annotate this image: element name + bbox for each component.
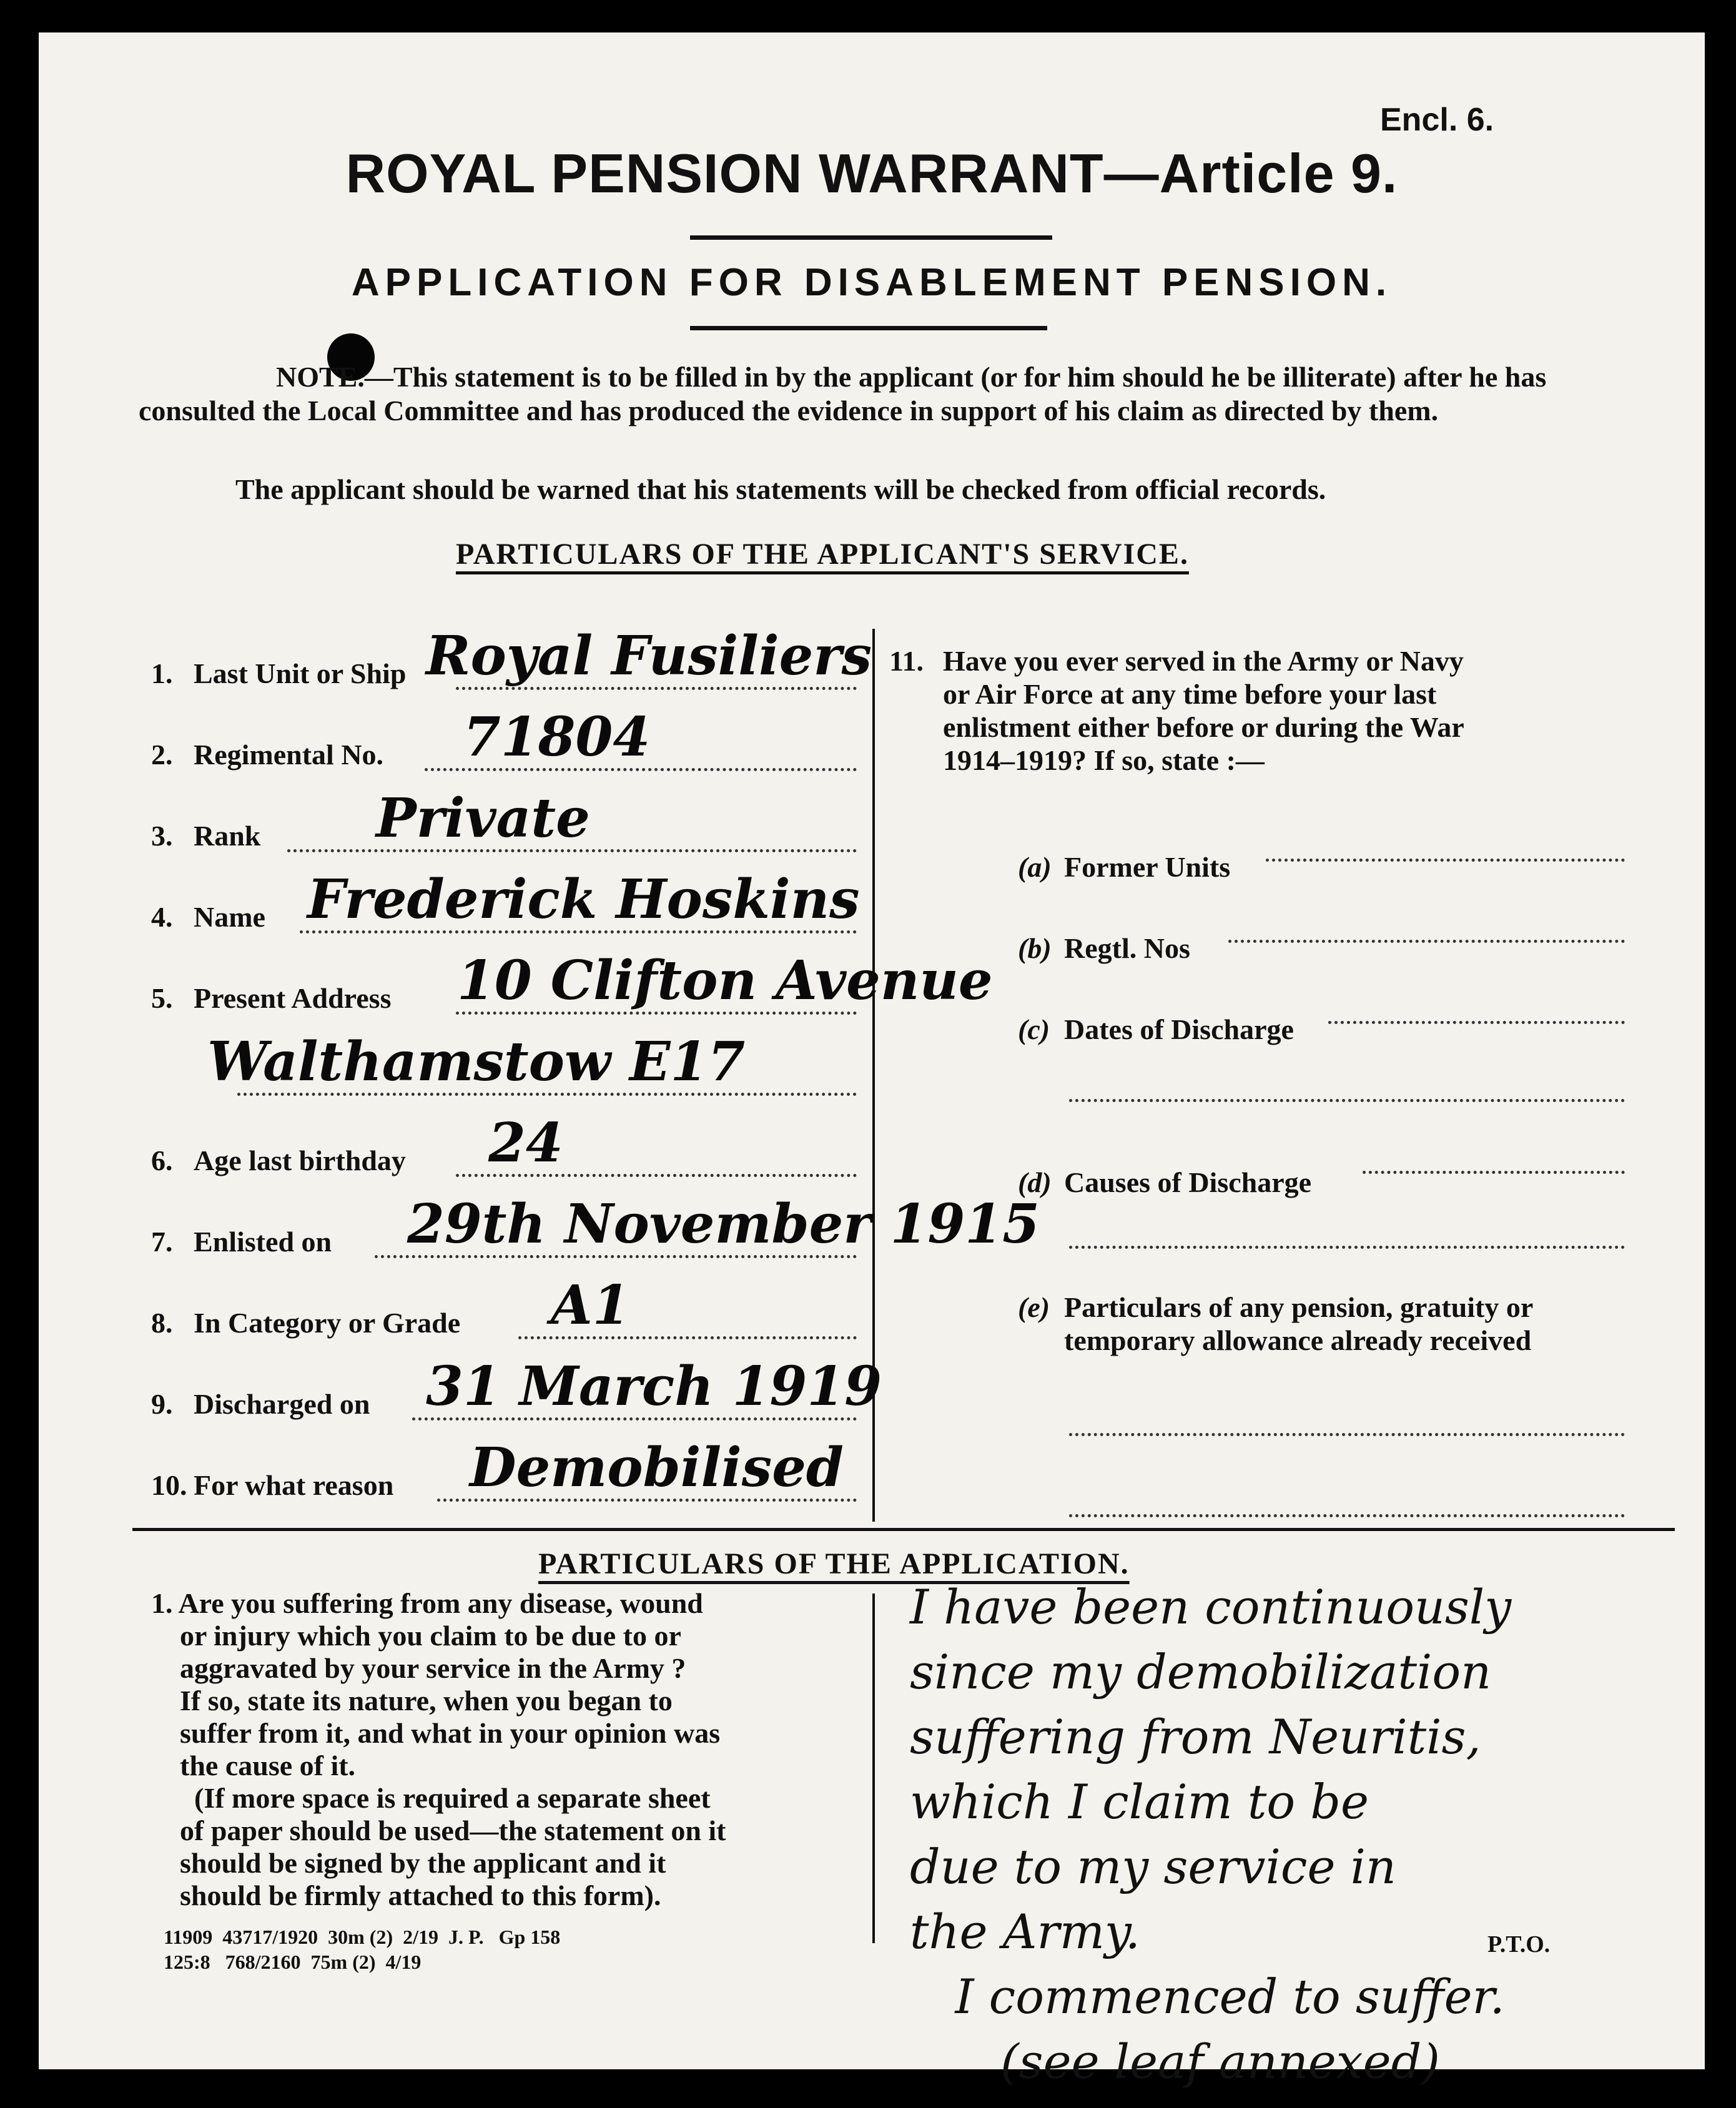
q11-item-key: (d)	[1018, 1166, 1052, 1198]
title-underline	[690, 235, 1052, 240]
field-label-text: Age last birthday	[194, 1145, 406, 1176]
handwritten-value: Royal Fusiliers	[426, 624, 872, 687]
q11-item-label: Dates of Discharge	[1064, 1013, 1294, 1045]
service-field-label	[151, 982, 391, 1015]
field-number: 5.	[151, 982, 173, 1014]
dotted-answer-line	[1328, 1021, 1625, 1024]
field-label-text: Enlisted on	[194, 1226, 332, 1258]
field-label-text: For what reason	[194, 1469, 394, 1501]
q11-item-key: (a)	[1018, 851, 1052, 883]
application-question: 1. Are you suffering from any disease, wound or injury which you claim to be due to or aggravated by your service in the Army ? If so, state its nature, when you began to suffer from it, and what in your opinion was the cause of it. (If more space is required a separate sheet of paper should be used—the statement on it should be signed by the applicant and it should be firmly attached to this form).	[151, 1587, 726, 1911]
subtitle-underline	[690, 326, 1047, 330]
q11-number: 11.	[889, 645, 924, 677]
print-codes: 11909 43717/1920 30m (2) 2/19 J. P. Gp 158 125:8 768/2160 75m (2) 4/19	[164, 1926, 561, 1973]
service-field-label	[151, 1225, 332, 1258]
q11-text: Have you ever served in the Army or Navy or Air Force at any time before your last enlistment either before or during the War 1914–1919? If so, state :—	[943, 645, 1464, 776]
handwritten-value: Private	[376, 787, 590, 850]
field-number: 6.	[151, 1145, 173, 1176]
field-label-text: Rank	[194, 820, 261, 852]
note-text: NOTE.—This statement is to be filled in by the applicant (or for him should he be illiterate) after he has consulted the Local Committee and has produced the evidence in support of his claim as directed by them.	[139, 361, 1547, 426]
handwritten-value: 31 March 1919	[426, 1355, 882, 1418]
q11-item-label: Particulars of any pension, gratuity or temporary allowance already received	[1064, 1291, 1534, 1356]
q11-item-key: (e)	[1018, 1291, 1050, 1323]
service-field-label	[151, 738, 383, 771]
service-field-label	[151, 900, 265, 933]
q11-item-key: (b)	[1018, 932, 1052, 964]
handwritten-value: 10 Clifton Avenue	[457, 949, 993, 1012]
field-number: 1.	[151, 658, 173, 689]
application-divider	[872, 1593, 875, 1943]
application-heading: PARTICULARS OF THE APPLICATION.	[538, 1547, 1130, 1580]
dotted-answer-line	[1363, 1171, 1625, 1174]
field-label-text: Name	[194, 901, 265, 933]
handwritten-value: Walthamstow E17	[207, 1030, 746, 1093]
field-label-text: Present Address	[194, 982, 392, 1014]
form-subtitle: APPLICATION FOR DISABLEMENT PENSION.	[351, 261, 1393, 304]
q11-item-label: Regtl. Nos	[1064, 932, 1190, 964]
handwritten-value: 71804	[463, 706, 651, 769]
warning-text: The applicant should be warned that his statements will be checked from official records.	[235, 473, 1326, 505]
field-label-text: Regimental No.	[194, 739, 384, 771]
q11-item-label: Causes of Discharge	[1064, 1166, 1312, 1198]
field-number: 2.	[151, 739, 173, 771]
form-title: ROYAL PENSION WARRANT—Article 9.	[345, 142, 1398, 204]
field-label-text: In Category or Grade	[194, 1307, 461, 1339]
service-heading: PARTICULARS OF THE APPLICANT'S SERVICE.	[456, 538, 1189, 571]
service-field-label	[151, 657, 406, 690]
service-field-label	[151, 1387, 370, 1421]
q11-item-label: Former Units	[1064, 851, 1231, 883]
field-number: 9.	[151, 1388, 173, 1420]
dotted-answer-line	[1069, 1433, 1625, 1436]
field-number: 8.	[151, 1307, 173, 1339]
dotted-answer-line	[1069, 1514, 1625, 1517]
section-separator	[132, 1528, 1675, 1531]
handwritten-answer: I have been continuously since my demobilization suffering from Neuritis, which I claim to be due to my service in the Army. I commenced to suffer. (see leaf annexed)	[910, 1579, 1512, 2089]
service-field-label	[151, 1306, 460, 1339]
dotted-answer-line	[1266, 859, 1625, 862]
service-field-label	[151, 1144, 406, 1177]
field-number: 3.	[151, 820, 173, 852]
pension-application-form	[39, 32, 1705, 2089]
service-field-label	[151, 819, 260, 852]
enclosure-label: Encl. 6.	[1380, 102, 1494, 138]
handwritten-value: A1	[551, 1274, 630, 1337]
dotted-answer-line	[1069, 1099, 1625, 1102]
handwritten-value: Frederick Hoskins	[307, 868, 860, 931]
pto-label: P.T.O.	[1487, 1931, 1551, 1958]
handwritten-value: 24	[488, 1111, 563, 1175]
service-field-label	[151, 1469, 393, 1502]
handwritten-value: Demobilised	[470, 1436, 844, 1499]
field-label-text: Discharged on	[194, 1388, 370, 1420]
service-field-label	[151, 1063, 194, 1096]
handwritten-value: 29th November 1915	[407, 1193, 1040, 1256]
dotted-answer-line	[1228, 940, 1625, 943]
field-number: 10.	[151, 1469, 187, 1501]
field-number: 7.	[151, 1226, 173, 1258]
dotted-answer-line	[1069, 1246, 1625, 1249]
field-label-text: Last Unit or Ship	[194, 658, 407, 689]
q11-item-key: (c)	[1018, 1013, 1050, 1045]
field-number: 4.	[151, 901, 173, 933]
